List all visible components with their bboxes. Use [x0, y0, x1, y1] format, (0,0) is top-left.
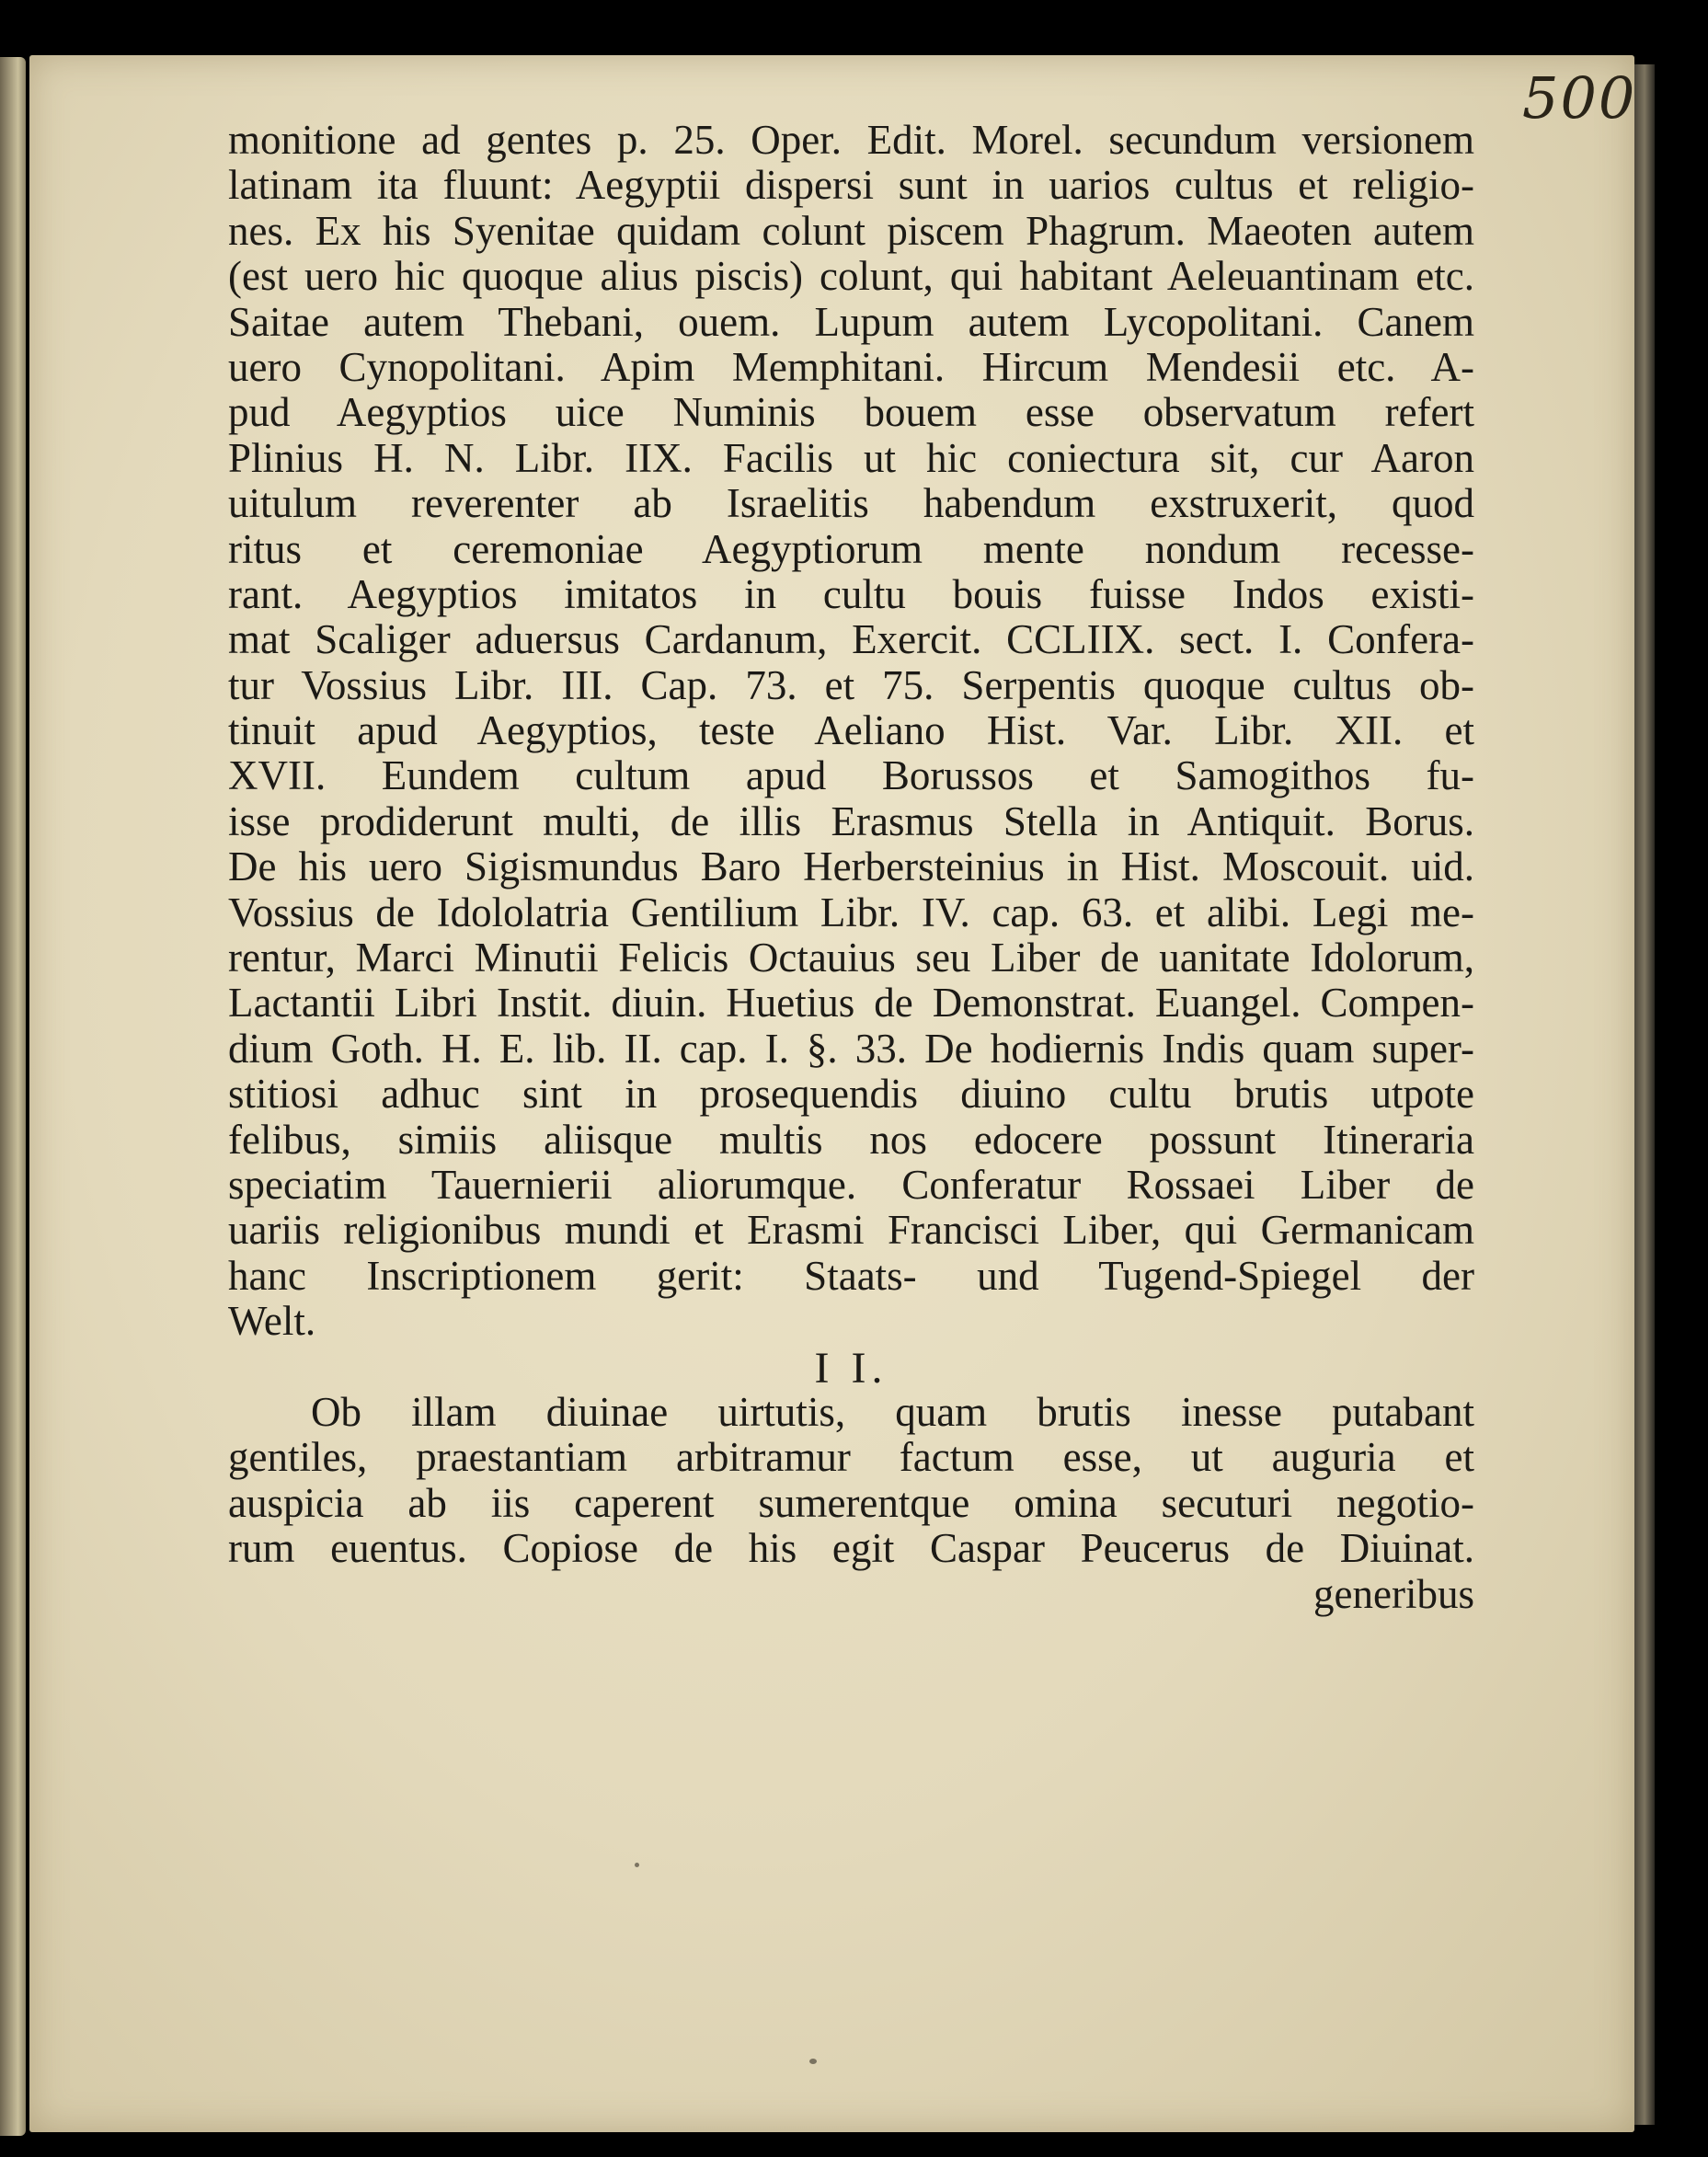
text-line: ritus et ceremoniae Aegyptiorum mente nondum recesse- [228, 525, 1474, 572]
left-page-edge [0, 57, 26, 2136]
catchword: generibus [1313, 1570, 1474, 1617]
section-text-line: auspicia ab iis caperent sumerentque omina secuturi negotio- [228, 1479, 1474, 1526]
text-line: Lactantii Libri Instit. diuin. Huetius de Demonstrat. Euangel. Compen- [228, 980, 1474, 1027]
text-line: De his uero Sigismundus Baro Herbersteinius in Hist. Moscouit. uid. [228, 843, 1474, 890]
text-line: Saitae autem Thebani, ouem. Lupum autem Lycopolitani. Canem [228, 298, 1474, 345]
text-line: tur Vossius Libr. III. Cap. 73. et 75. Serpentis quoque cultus ob- [228, 661, 1474, 708]
main-text-block [228, 118, 1474, 1617]
text-line: XVII. Eundem cultum apud Borussos et Samogithos fu- [228, 752, 1474, 799]
ink-spot [635, 1863, 639, 1867]
text-line: rentur, Marci Minutii Felicis Octauius seu Liber de uanitate Idolorum, [228, 935, 1474, 981]
text-line: felibus, simiis aliisque multis nos edocere possunt Itineraria [228, 1116, 1474, 1163]
text-line: uero Cynopolitani. Apim Memphitani. Hircum Mendesii etc. A- [228, 343, 1474, 390]
text-line: stitiosi adhuc sint in prosequendis diuino cultu brutis utpote [228, 1071, 1474, 1118]
text-line: Welt. [228, 1298, 316, 1345]
folio-number: 500 [1522, 64, 1637, 132]
text-line: Plinius H. N. Libr. IIX. Facilis ut hic coniectura sit, cur Aaron [228, 434, 1474, 481]
text-line: uariis religionibus mundi et Erasmi Francisci Liber, qui Germanicam [228, 1207, 1474, 1254]
text-line: mat Scaliger aduersus Cardanum, Exercit. CCLIIX. sect. I. Confera- [228, 616, 1474, 663]
section-heading: I I. [814, 1343, 888, 1393]
ink-spot [809, 2059, 817, 2064]
text-line: isse prodiderunt multi, de illis Erasmus Stella in Antiquit. Borus. [228, 797, 1474, 844]
section-text-line: Ob illam diuinae uirtutis, quam brutis inesse putabant [311, 1388, 1474, 1435]
text-line: dium Goth. H. E. lib. II. cap. I. §. 33. De hodiernis Indis quam super- [228, 1025, 1474, 1072]
text-line: speciatim Tauernierii aliorumque. Conferatur Rossaei Liber de [228, 1161, 1474, 1208]
text-line: latinam ita fluunt: Aegyptii dispersi sunt in uarios cultus et religio- [228, 162, 1474, 209]
text-line: uitulum reverenter ab Israelitis habendum exstruxerit, quod [228, 480, 1474, 527]
right-page-edge [1634, 64, 1655, 2125]
text-line: monitione ad gentes p. 25. Oper. Edit. Morel. secundum versionem [228, 117, 1474, 163]
text-line: Vossius de Idololatria Gentilium Libr. IV. cap. 63. et alibi. Legi me- [228, 889, 1474, 935]
text-line: pud Aegyptios uice Numinis bouem esse observatum refert [228, 389, 1474, 436]
text-line: rant. Aegyptios imitatos in cultu bouis fuisse Indos existi- [228, 570, 1474, 617]
section-text-line: gentiles, praestantiam arbitramur factum esse, ut auguria et [228, 1434, 1474, 1481]
text-line: hanc Inscriptionem gerit: Staats- und Tugend-Spiegel der [228, 1252, 1474, 1299]
text-line: nes. Ex his Syenitae quidam colunt piscem Phagrum. Maeoten autem [228, 207, 1474, 254]
text-line: tinuit apud Aegyptios, teste Aeliano Hist. Var. Libr. XII. et [228, 707, 1474, 754]
section-text-line: rum euentus. Copiose de his egit Caspar Peucerus de Diuinat. [228, 1525, 1474, 1572]
text-line: (est uero hic quoque alius piscis) colunt, qui habitant Aeleuantinam etc. [228, 253, 1474, 300]
